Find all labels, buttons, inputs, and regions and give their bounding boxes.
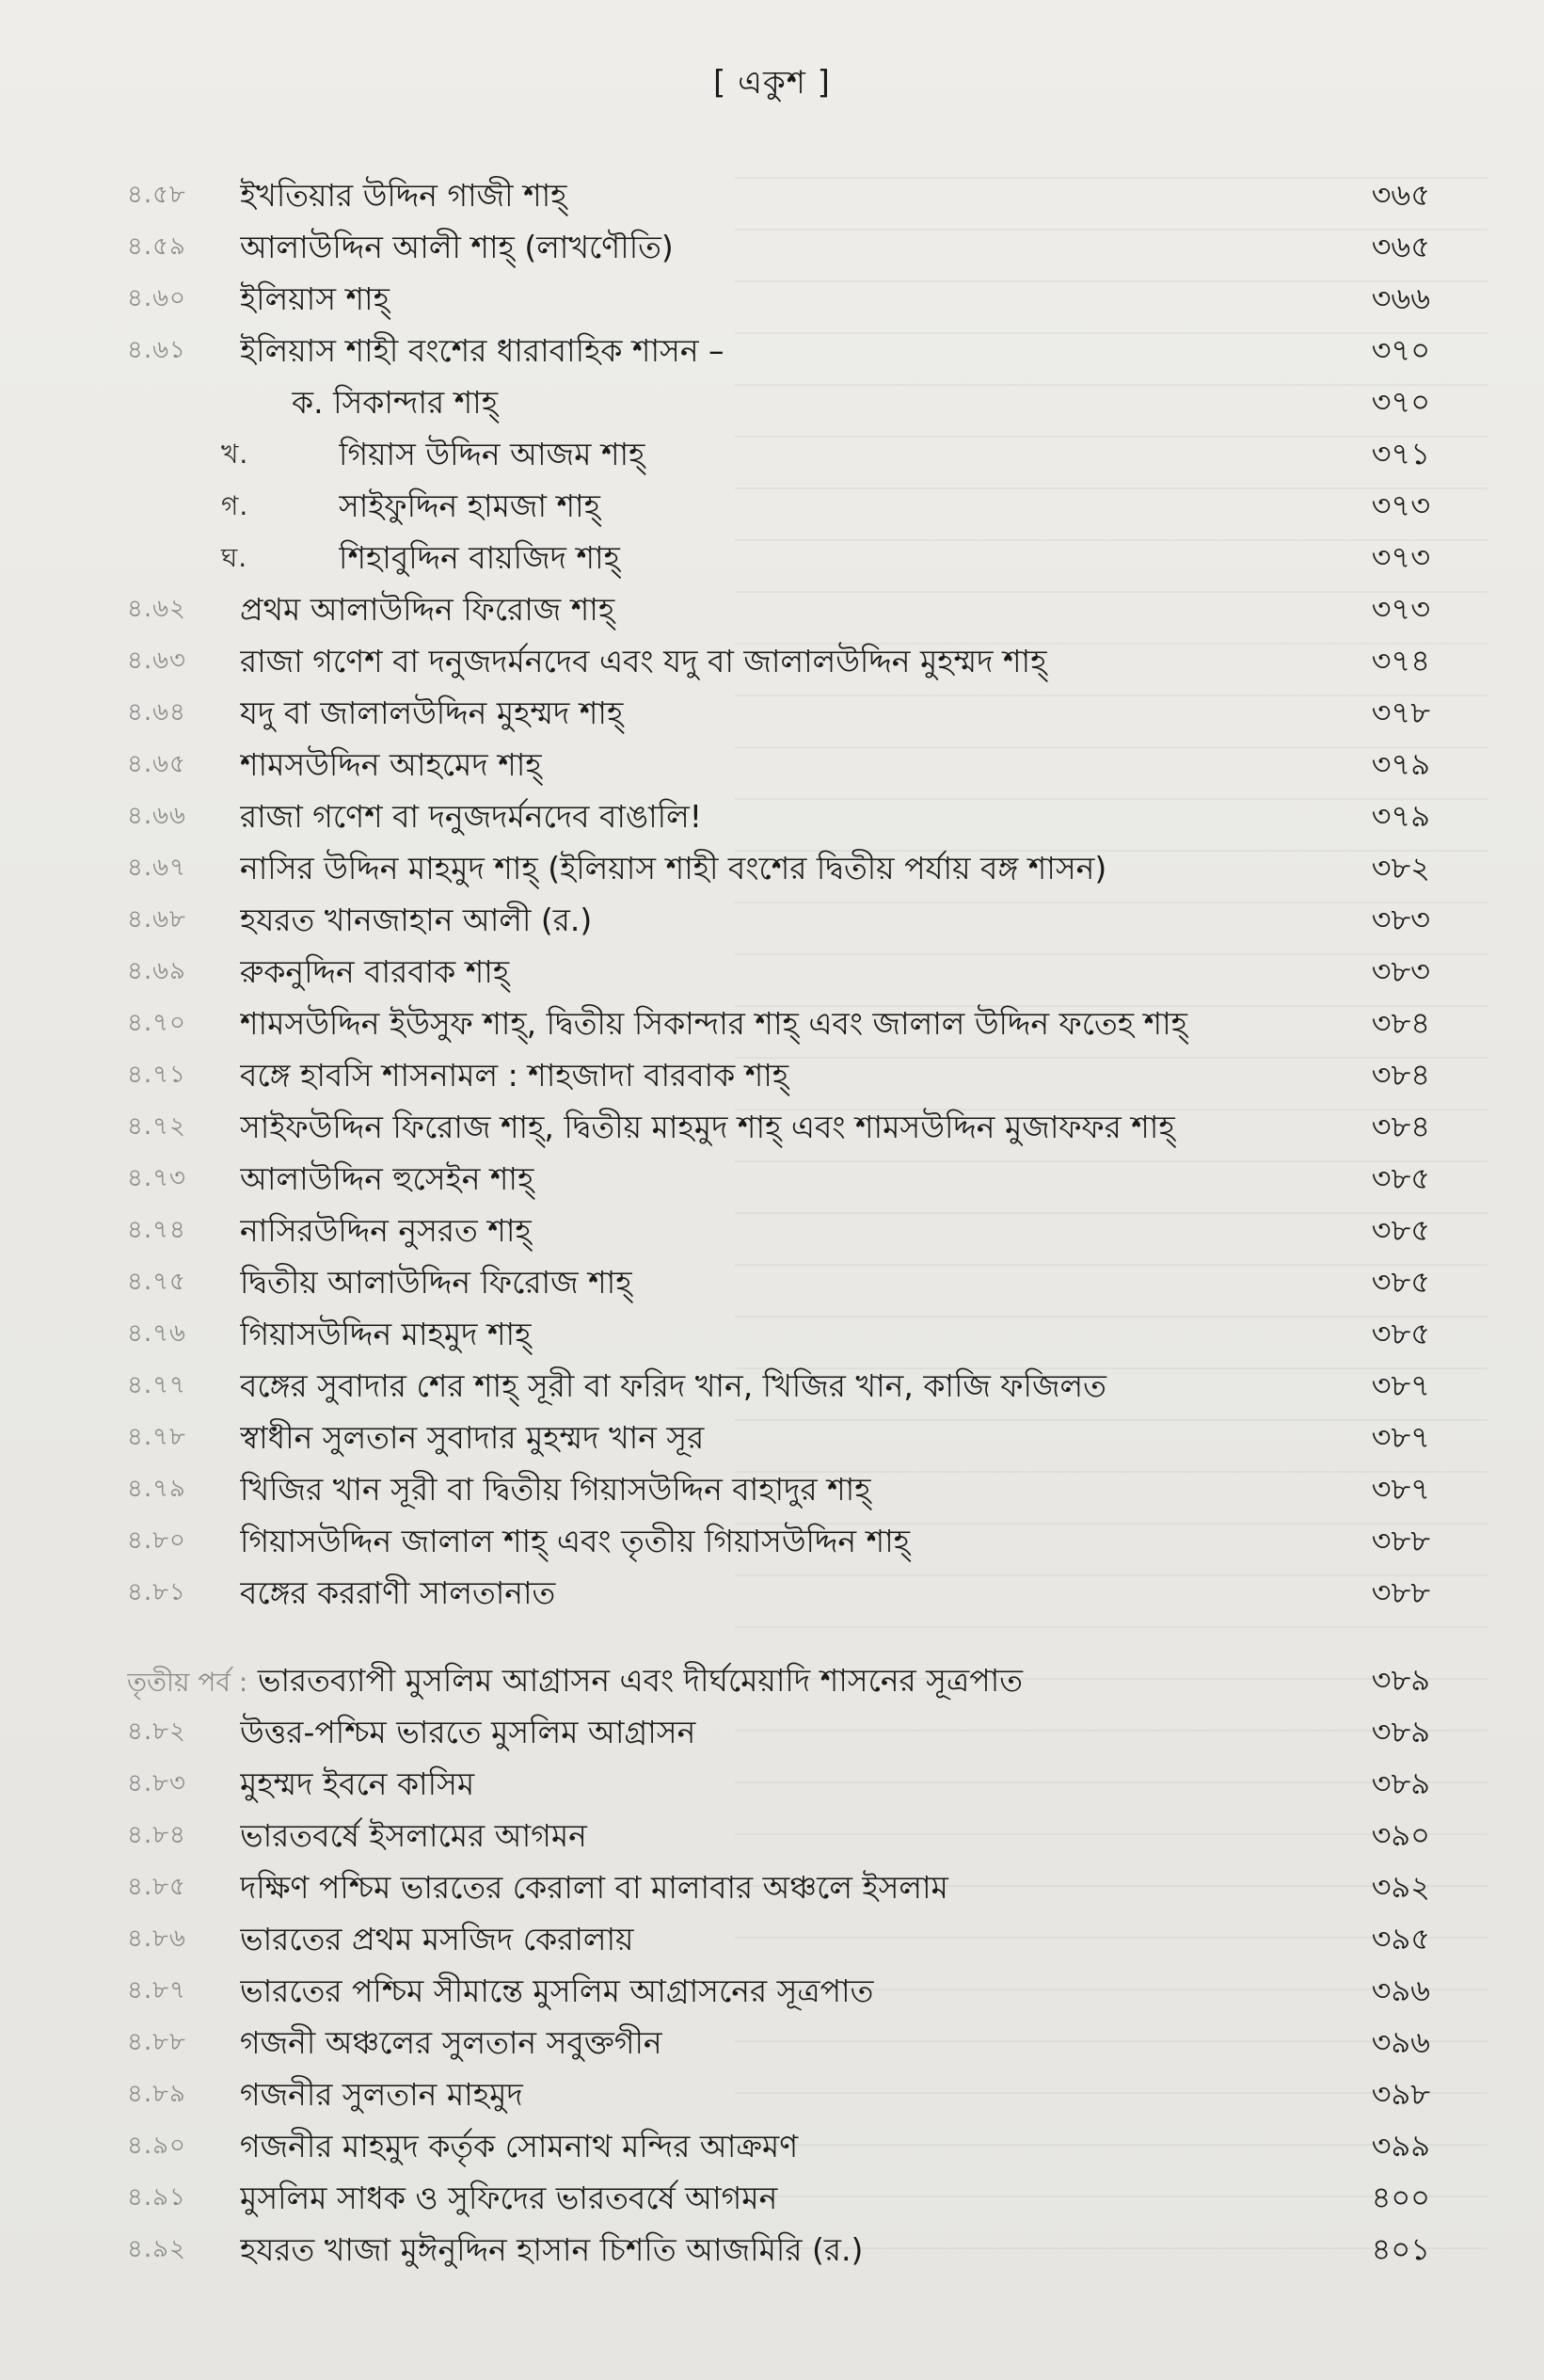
toc-page: ৩৮৫ bbox=[1371, 1160, 1430, 1196]
toc-title: গজনীর সুলতান মাহমুদ bbox=[240, 2076, 523, 2113]
toc-page: ৩৮৫ bbox=[1371, 1264, 1430, 1300]
toc-number: ৪.৬৯ bbox=[127, 957, 186, 985]
toc-title: হযরত খাজা মুঈনুদ্দিন হাসান চিশতি আজমিরি (র.) bbox=[240, 2231, 864, 2268]
toc-title: শামসউদ্দিন আহমেদ শাহ্ bbox=[240, 746, 542, 783]
toc-title: নাসির উদ্দিন মাহমুদ শাহ্ (ইলিয়াস শাহী বংশের দ্বিতীয় পর্যায় বঙ্গ শাসন) bbox=[240, 850, 1107, 887]
toc-row bbox=[127, 894, 1430, 946]
toc-page: ৩৯৬ bbox=[1371, 2024, 1430, 2060]
toc-number: ৪.৫৮ bbox=[127, 181, 186, 209]
toc-number: ৪.৮৫ bbox=[127, 1873, 186, 1901]
toc-page: ৩৭৮ bbox=[1371, 695, 1430, 730]
toc-page: ৩৮৯ bbox=[1371, 1714, 1430, 1749]
toc-page: ৩৮৭ bbox=[1371, 1367, 1430, 1403]
toc-number: ৪.৭৭ bbox=[127, 1371, 186, 1399]
toc-page: ৩৮৪ bbox=[1371, 1057, 1430, 1093]
toc-title: স্বাধীন সুলতান সুবাদার মুহম্মদ খান সূর bbox=[240, 1419, 705, 1456]
toc-page: ৩৯৮ bbox=[1371, 2076, 1430, 2112]
toc-number: খ. bbox=[221, 439, 249, 470]
toc-title: গিয়াসউদ্দিন জালাল শাহ্ এবং তৃতীয় গিয়াসউদ্দিন শাহ্ bbox=[240, 1523, 910, 1559]
toc-row-subsub bbox=[127, 532, 1430, 583]
toc-row bbox=[127, 1049, 1430, 1101]
part-heading bbox=[127, 1654, 1430, 1706]
toc-page: ৩৮৭ bbox=[1371, 1419, 1430, 1455]
toc-title: আলাউদ্দিন হুসেইন শাহ্ bbox=[240, 1160, 534, 1197]
toc-page: ৩৮৯ bbox=[1371, 1662, 1430, 1698]
toc-title: দক্ষিণ পশ্চিম ভারতের কেরালা বা মালাবার অঞ্চলে ইসলাম bbox=[240, 1869, 948, 1906]
toc-number: ৪.৭৩ bbox=[127, 1164, 186, 1192]
toc-number: গ. bbox=[221, 490, 249, 521]
toc-row bbox=[127, 1913, 1430, 1965]
toc-row bbox=[127, 1412, 1430, 1463]
toc-page: ৩৬৬ bbox=[1371, 280, 1430, 316]
toc-title: সাইফউদ্দিন ফিরোজ শাহ্, দ্বিতীয় মাহমুদ শাহ্ এবং শামসউদ্দিন মুজাফফর শাহ্ bbox=[240, 1109, 1175, 1145]
toc-title: মুসলিম সাধক ও সুফিদের ভারতবর্ষে আগমন bbox=[240, 2180, 778, 2216]
toc-row bbox=[127, 2172, 1430, 2224]
toc-row-subsub bbox=[127, 428, 1430, 480]
toc-page: ৩৮৭ bbox=[1371, 1471, 1430, 1507]
toc-number: ৪.৮৯ bbox=[127, 2080, 186, 2108]
part-title: ভারতব্যাপী মুসলিম আগ্রাসন এবং দীর্ঘমেয়াদি শাসনের সূত্রপাত bbox=[257, 1662, 1023, 1699]
toc-title: ভারতবর্ষে ইসলামের আগমন bbox=[240, 1817, 587, 1854]
toc-number: ৪.৬২ bbox=[127, 595, 186, 623]
toc-title: বঙ্গের কররাণী সালতানাত bbox=[240, 1574, 556, 1611]
toc-row bbox=[127, 1861, 1430, 1913]
toc-title: রুকনুদ্দিন বারবাক শাহ্ bbox=[240, 953, 510, 990]
toc-row bbox=[127, 687, 1430, 739]
toc-page: ৩৭৯ bbox=[1371, 746, 1430, 782]
toc-row-sub bbox=[127, 376, 1430, 428]
toc-number: ৪.৭৯ bbox=[127, 1475, 186, 1503]
toc-title: শামসউদ্দিন ইউসুফ শাহ্, দ্বিতীয় সিকান্দার শাহ্ এবং জালাল উদ্দিন ফতেহ শাহ্ bbox=[240, 1005, 1187, 1042]
toc-row bbox=[127, 1463, 1430, 1515]
toc-number: ৪.৬১ bbox=[127, 336, 186, 364]
toc-number: ঘ. bbox=[221, 542, 248, 573]
toc-number: ৪.৭২ bbox=[127, 1112, 186, 1141]
toc-page: ৩৭৩ bbox=[1371, 591, 1430, 627]
part-label: তৃতীয় পর্ব : bbox=[127, 1667, 248, 1698]
toc-page: ৪০০ bbox=[1371, 2180, 1430, 2215]
toc-title: ইলিয়াস শাহ্ bbox=[240, 280, 390, 317]
toc-number: ৪.৬৭ bbox=[127, 854, 186, 882]
toc-title: ক. সিকান্দার শাহ্ bbox=[292, 384, 499, 421]
section-gap bbox=[127, 1619, 1430, 1654]
toc-page: ৩৮৯ bbox=[1371, 1765, 1430, 1801]
toc-number: ৪.৫৯ bbox=[127, 232, 186, 261]
toc-row bbox=[127, 1205, 1430, 1256]
toc-number: ৪.৬৪ bbox=[127, 698, 186, 727]
toc-number: ৪.৮৬ bbox=[127, 1925, 186, 1953]
toc-number: ৪.৮৩ bbox=[127, 1769, 186, 1797]
page-header: [ একুশ ] bbox=[713, 64, 831, 102]
toc-title: গজনীর মাহমুদ কর্তৃক সোমনাথ মন্দির আক্রমণ bbox=[240, 2128, 799, 2164]
toc-title: দ্বিতীয় আলাউদ্দিন ফিরোজ শাহ্ bbox=[240, 1264, 632, 1301]
toc-row bbox=[127, 946, 1430, 998]
toc-page: ৩৮৩ bbox=[1371, 953, 1430, 989]
toc-page: ৩৮৪ bbox=[1371, 1005, 1430, 1041]
toc-page: ৩৯২ bbox=[1371, 1869, 1430, 1905]
toc-number: ৪.৭১ bbox=[127, 1061, 186, 1089]
toc-number: ৪.৮১ bbox=[127, 1578, 186, 1606]
toc-row bbox=[127, 791, 1430, 842]
toc-page: ৩৮৫ bbox=[1371, 1212, 1430, 1248]
toc-page: ৩৭০ bbox=[1371, 332, 1430, 368]
toc-page: ৩৭১ bbox=[1371, 436, 1430, 471]
toc-title: বঙ্গে হাবসি শাসনামল : শাহজাদা বারবাক শাহ্ bbox=[240, 1057, 789, 1094]
toc-number: ৪.৮০ bbox=[127, 1526, 186, 1555]
toc-number: ৪.৯১ bbox=[127, 2183, 186, 2212]
toc-number: ৪.৮২ bbox=[127, 1717, 186, 1746]
toc-title: গিয়াস উদ্দিন আজম শাহ্ bbox=[339, 436, 645, 472]
toc-title: সাইফুদ্দিন হামজা শাহ্ bbox=[339, 487, 600, 524]
toc-number: ৪.৭০ bbox=[127, 1009, 186, 1037]
toc-row bbox=[127, 1706, 1430, 1758]
toc-page: ৩৮৩ bbox=[1371, 902, 1430, 937]
toc-row bbox=[127, 2069, 1430, 2120]
toc-number: ৪.৬৮ bbox=[127, 905, 186, 934]
toc-number: ৪.৬০ bbox=[127, 284, 186, 312]
toc-number: ৪.৬৬ bbox=[127, 802, 186, 830]
toc-number: ৪.৯২ bbox=[127, 2235, 186, 2263]
toc-row bbox=[127, 325, 1430, 376]
toc-row bbox=[127, 842, 1430, 894]
toc-page: ৩৮৮ bbox=[1371, 1523, 1430, 1558]
toc-page: ৩৭০ bbox=[1371, 384, 1430, 420]
toc-title: যদু বা জালালউদ্দিন মুহম্মদ শাহ্ bbox=[240, 695, 624, 731]
table-of-contents bbox=[127, 169, 1430, 2276]
toc-row bbox=[127, 1567, 1430, 1619]
toc-number: ৪.৬৫ bbox=[127, 750, 186, 778]
toc-page: ৩৮২ bbox=[1371, 850, 1430, 886]
toc-page: ৩৭৯ bbox=[1371, 798, 1430, 834]
part-title-line bbox=[127, 1654, 1289, 1708]
toc-row bbox=[127, 635, 1430, 687]
toc-row bbox=[127, 273, 1430, 325]
toc-row bbox=[127, 1308, 1430, 1360]
toc-title: শিহাবুদ্দিন বায়জিদ শাহ্ bbox=[339, 539, 620, 576]
toc-page: ৩৬৫ bbox=[1371, 229, 1430, 264]
toc-title: রাজা গণেশ বা দনুজদর্মনদেব এবং যদু বা জালালউদ্দিন মুহম্মদ শাহ্ bbox=[240, 643, 1047, 679]
toc-page: ৩৯৬ bbox=[1371, 1973, 1430, 2008]
toc-title: মুহম্মদ ইবনে কাসিম bbox=[240, 1765, 475, 1802]
toc-title: ইলিয়াস শাহী বংশের ধারাবাহিক শাসন – bbox=[240, 332, 724, 369]
toc-page: ৩৭৩ bbox=[1371, 539, 1430, 575]
toc-row-subsub bbox=[127, 480, 1430, 532]
toc-page: ৩৯৯ bbox=[1371, 2128, 1430, 2164]
toc-row bbox=[127, 169, 1430, 221]
toc-title: উত্তর-পশ্চিম ভারতে মুসলিম আগ্রাসন bbox=[240, 1714, 696, 1750]
toc-row bbox=[127, 2120, 1430, 2172]
toc-row bbox=[127, 583, 1430, 635]
toc-title: নাসিরউদ্দিন নুসরত শাহ্ bbox=[240, 1212, 532, 1249]
toc-title: ভারতের পশ্চিম সীমান্তে মুসলিম আগ্রাসনের সূত্রপাত bbox=[240, 1973, 874, 2009]
toc-page: ৪০১ bbox=[1371, 2231, 1430, 2267]
toc-row bbox=[127, 1965, 1430, 2017]
toc-title: প্রথম আলাউদ্দিন ফিরোজ শাহ্ bbox=[240, 591, 615, 628]
toc-number: ৪.৯০ bbox=[127, 2132, 186, 2160]
toc-number: ৪.৮৮ bbox=[127, 2028, 186, 2056]
toc-number: ৪.৮৪ bbox=[127, 1821, 186, 1849]
toc-title: বঙ্গের সুবাদার শের শাহ্ সূরী বা ফরিদ খান, খিজির খান, কাজি ফজিলত bbox=[240, 1367, 1106, 1404]
toc-title: আলাউদ্দিন আলী শাহ্ (লাখণৌতি) bbox=[240, 229, 674, 265]
toc-row bbox=[127, 1153, 1430, 1205]
toc-page: ৩৭৩ bbox=[1371, 487, 1430, 523]
toc-title: গিয়াসউদ্দিন মাহমুদ শাহ্ bbox=[240, 1316, 532, 1352]
toc-page: ৩৮৮ bbox=[1371, 1574, 1430, 1610]
toc-title: ভারতের প্রথম মসজিদ কেরালায় bbox=[240, 1921, 634, 1957]
toc-row bbox=[127, 739, 1430, 791]
toc-row bbox=[127, 2224, 1430, 2276]
toc-page: ৩৭৪ bbox=[1371, 643, 1430, 679]
toc-row bbox=[127, 1360, 1430, 1412]
toc-title: খিজির খান সূরী বা দ্বিতীয় গিয়াসউদ্দিন বাহাদুর শাহ্ bbox=[240, 1471, 871, 1508]
toc-title: রাজা গণেশ বা দনুজদর্মনদেব বাঙালি! bbox=[240, 798, 702, 835]
toc-title: ইখতিয়ার উদ্দিন গাজী শাহ্ bbox=[240, 177, 567, 214]
toc-row bbox=[127, 221, 1430, 273]
toc-page: ৩৯৫ bbox=[1371, 1921, 1430, 1957]
toc-title: গজনী অঞ্চলের সুলতান সবুক্তগীন bbox=[240, 2024, 662, 2061]
toc-number: ৪.৭৪ bbox=[127, 1216, 186, 1244]
toc-page: ৩৯০ bbox=[1371, 1817, 1430, 1853]
toc-number: ৪.৭৬ bbox=[127, 1319, 186, 1348]
toc-title: হযরত খানজাহান আলী (র.) bbox=[240, 902, 593, 938]
toc-page: ৩৮৪ bbox=[1371, 1109, 1430, 1144]
toc-number: ৪.৭৫ bbox=[127, 1268, 186, 1296]
toc-row bbox=[127, 1256, 1430, 1308]
toc-row bbox=[127, 2017, 1430, 2069]
toc-row bbox=[127, 1101, 1430, 1153]
toc-row bbox=[127, 998, 1430, 1049]
toc-row bbox=[127, 1515, 1430, 1567]
toc-number: ৪.৮৭ bbox=[127, 1976, 186, 2005]
toc-number: ৪.৭৮ bbox=[127, 1423, 186, 1451]
toc-number: ৪.৬৩ bbox=[127, 647, 186, 675]
toc-row bbox=[127, 1758, 1430, 1810]
toc-page: ৩৮৫ bbox=[1371, 1316, 1430, 1351]
toc-row bbox=[127, 1810, 1430, 1861]
toc-page: ৩৬৫ bbox=[1371, 177, 1430, 213]
